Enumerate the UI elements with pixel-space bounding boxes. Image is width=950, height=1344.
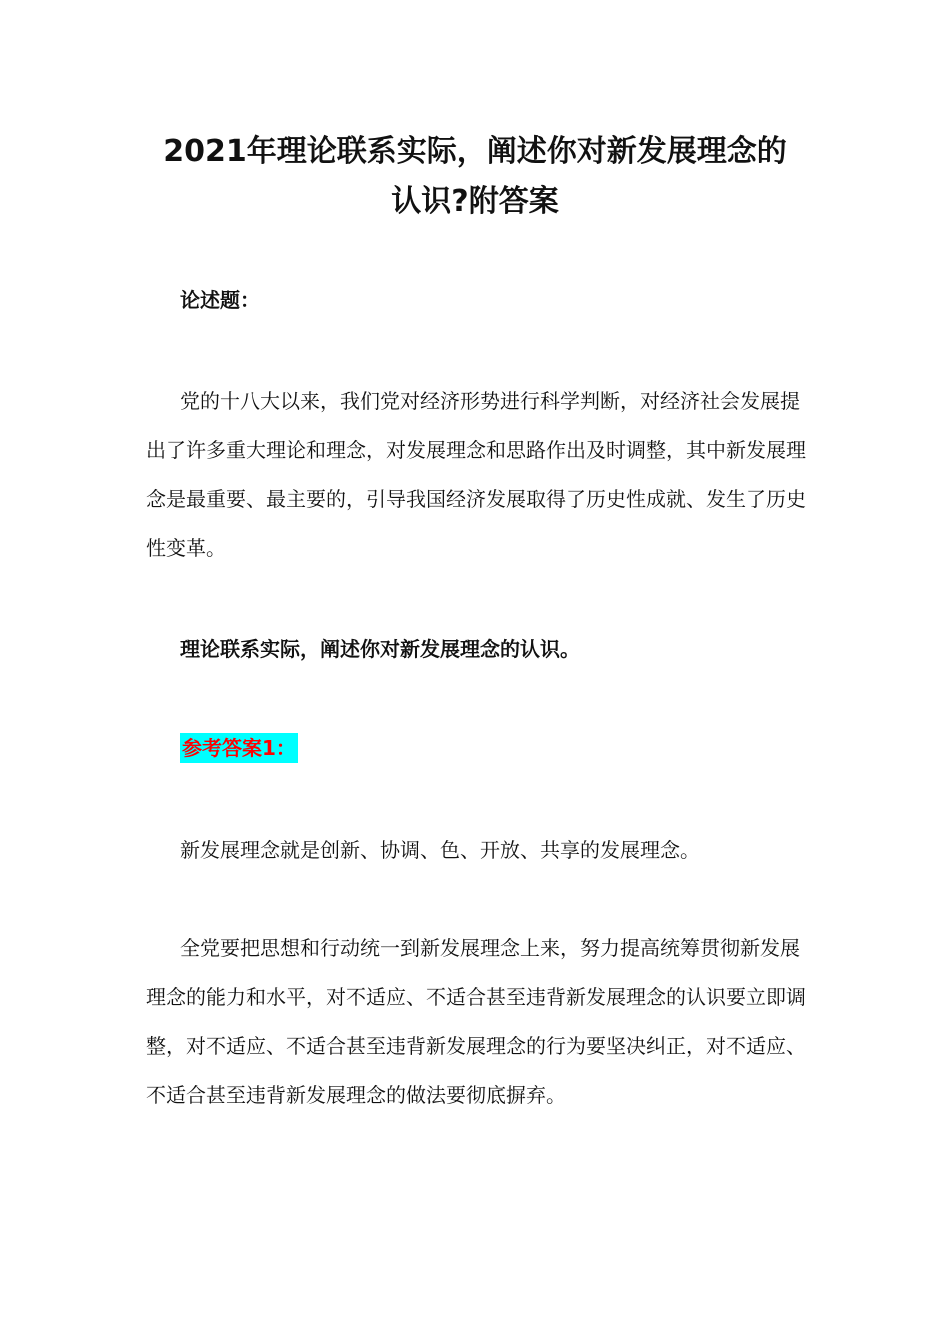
answer-paragraph-2: 全党要把思想和行动统一到新发展理念上来，努力提高统筹贯彻新发展理念的能力和水平，对不适应、不适合甚至违背新发展理念的认识要立即调整，对不适应、不适合甚至违背新发展理念的行为要坚决纠正，对不适应、不适合甚至违背新发展理念的做法要彻底摒弃。 bbox=[146, 936, 806, 1107]
question-label: 论述题： bbox=[180, 288, 260, 312]
question-prompt: 理论联系实际，阐述你对新发展理念的认识。 bbox=[180, 637, 580, 661]
question-text: 党的十八大以来，我们党对经济形势进行科学判断，对经济社会发展提出了许多重大理论和理念，对发展理念和思路作出及时调整，其中新发展理念是最重要、最主要的，引导我国经济发展取得了历史性成就、发生了历史性变革。 bbox=[146, 389, 806, 560]
page-title-line-1: 2021年理论联系实际，阐述你对新发展理念的 bbox=[163, 134, 787, 169]
answer-label-highlight: 参考答案1： bbox=[180, 733, 298, 763]
answer-paragraph-1: 新发展理念就是创新、协调、色、开放、共享的发展理念。 bbox=[180, 838, 700, 862]
page-title-line-2: 认识?附答案 bbox=[391, 184, 559, 219]
